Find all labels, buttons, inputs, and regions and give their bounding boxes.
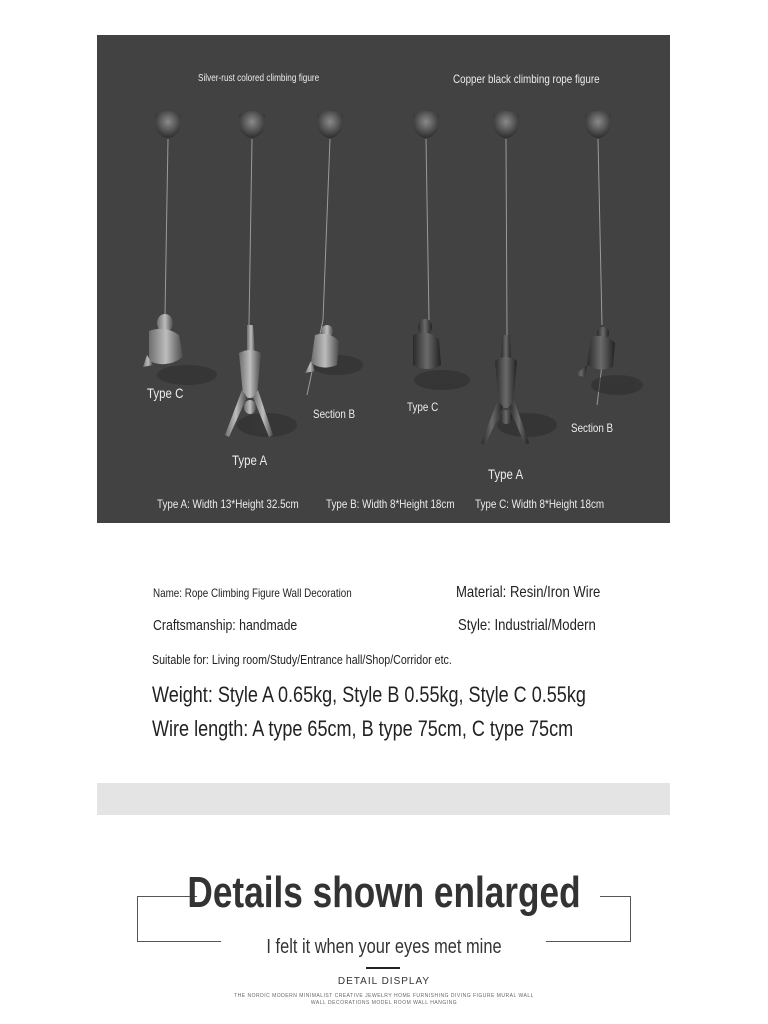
- rope-4: [426, 139, 429, 320]
- dimension-type-b: Type B: Width 8*Height 18cm: [326, 497, 455, 511]
- group-title-copper: Copper black climbing rope figure: [453, 72, 600, 86]
- figure-section-b-copper: [575, 327, 615, 377]
- figure-type-c-copper: [413, 319, 441, 369]
- rope-6: [598, 139, 602, 325]
- rope-5: [506, 139, 507, 335]
- climbing-figures-illustration: [97, 35, 670, 523]
- separator-band: [97, 783, 670, 815]
- rope-2: [249, 139, 252, 325]
- rock-anchor-2: [239, 111, 265, 138]
- rope-1: [165, 139, 168, 315]
- rock-anchor-4: [413, 111, 439, 138]
- spec-wire-length: Wire length: A type 65cm, B type 75cm, C type 75cm: [152, 716, 574, 741]
- spec-craftsmanship: Craftsmanship: handmade: [153, 617, 298, 634]
- spec-style: Style: Industrial/Modern: [458, 617, 596, 634]
- spec-name: Name: Rope Climbing Figure Wall Decoration: [153, 586, 352, 600]
- spec-suitable: Suitable for: Living room/Study/Entrance hall/Shop/Corridor etc.: [152, 652, 452, 667]
- rock-anchor-3: [317, 111, 343, 138]
- rock-anchor-1: [155, 111, 181, 138]
- label-type-c-2: Type C: [407, 400, 439, 414]
- details-heading: Details shown enlarged: [187, 868, 581, 917]
- details-tiny-line-2: WALL DECORATIONS MODEL ROOM WALL HANGING: [310, 1000, 458, 1006]
- label-type-a-1: Type A: [232, 452, 268, 468]
- spec-weight: Weight: Style A 0.65kg, Style B 0.55kg, Style C 0.55kg: [152, 682, 586, 707]
- group-title-silver: Silver-rust colored climbing figure: [198, 73, 320, 84]
- details-divider: [366, 967, 400, 969]
- spec-material: Material: Resin/Iron Wire: [456, 584, 601, 601]
- rock-anchor-6: [585, 111, 611, 138]
- dimension-type-c: Type C: Width 8*Height 18cm: [475, 497, 605, 511]
- details-tiny-line-1: THE NORDIC MODERN MINIMALIST CREATIVE JEWELRY HOME FURNISHING DIVING FIGURE MURAL WALL: [234, 993, 534, 999]
- label-section-b-2: Section B: [571, 421, 614, 435]
- product-photo-panel: [97, 35, 670, 523]
- dimension-type-a: Type A: Width 13*Height 32.5cm: [157, 497, 299, 511]
- label-type-a-2: Type A: [488, 466, 524, 482]
- rock-anchor-5: [493, 111, 519, 138]
- figure-type-c-silver: [143, 314, 183, 367]
- label-type-c-1: Type C: [147, 385, 184, 401]
- figure-section-b-silver: [305, 325, 339, 373]
- details-label: DETAIL DISPLAY: [337, 976, 431, 987]
- label-section-b-1: Section B: [313, 407, 356, 421]
- rope-3: [323, 139, 330, 320]
- details-subheading: I felt it when your eyes met mine: [266, 936, 502, 958]
